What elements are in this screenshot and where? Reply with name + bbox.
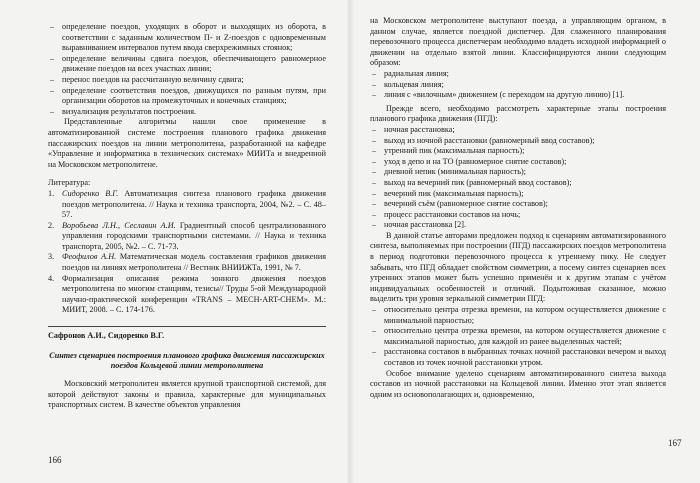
page-number-right: 167: [668, 438, 682, 448]
intro-paragraph: на Московском метрополитене выступают поезда, а управляющим органом, в данном случае, является поездной диспетчер. Для слаженного планирования перевозочного процесса диспетчерам необходимо владеть исходной информацией о движении на отдельно взятой линии. Классифицируются линии следующим образом:: [370, 16, 666, 68]
list-item: – относительно центра отрезка времени, на котором осуществляется движение с минимальной парностью;: [370, 305, 666, 326]
reference-item: [48, 274, 326, 316]
algorithm-steps-list: [48, 22, 326, 117]
list-item: – ночная расстановка;: [370, 125, 666, 136]
reference-text: Автоматизация синтеза планового графика движения поездов метрополитена. // Наука и техника транспорта, 2004, №2. – С. 48–57.: [62, 188, 326, 220]
list-item: – утренний пик (максимальная парность);: [370, 146, 666, 157]
list-item: – определение величины сдвига поездов, обеспечивающего равномерное движение поездов на всех участках линии;: [48, 54, 326, 75]
reference-number: 4.: [48, 273, 55, 283]
references-title: Литература:: [48, 178, 91, 188]
list-item: – визуализация результатов построения.: [48, 107, 326, 118]
list-item: – определение соответствия поездов, движущихся по разным путям, при организации оборотов на промежуточных и конечных станциях;: [48, 86, 326, 107]
list-item: – относительно центра отрезка времени, на котором осуществляется движение с максимальной парностью, для каждой из ранее выделенных частей;: [370, 326, 666, 347]
reference-number: 3.: [48, 252, 55, 262]
conclusion-paragraph: Представленные алгоритмы нашли свое применение в автоматизированной системе построения планового графика движения пассажирских поездов на линии метрополитена, разработанной на кафедре «Управление и информатика в технических системах» МИИТа и внедренной на Московском метрополитене.: [48, 117, 326, 169]
symmetry-levels-list: [370, 305, 666, 369]
list-item: – выход на вечерний пик (равномерный ввод составов);: [370, 178, 666, 189]
right-page: [350, 0, 700, 483]
page-number-left: 166: [48, 455, 62, 465]
focus-paragraph: Особое внимание уделено сценариям автоматизированного синтеза выхода составов из ночной расстановки на Кольцевой линии. Именно этот этап является одним из основополагающих и, одновременно,: [370, 368, 666, 399]
list-item: – перенос поездов на рассчитанную величину сдвига;: [48, 75, 326, 86]
reference-author: Феофилов А.Н.: [62, 252, 117, 262]
reference-item: [48, 189, 326, 221]
reference-item: [48, 221, 326, 253]
reference-text: Математическая модель составления графиков движения поездов на линиях метрополитена // Вестник ВНИИЖТа, 1991, № 7.: [62, 252, 327, 273]
list-item: – дневной непик (минимальная парность);: [370, 167, 666, 178]
reference-number: 1.: [48, 188, 55, 198]
reference-text: Градиентный способ централизованного управления городскими транспортными системами. // Наука и техника транспорта, 2005, №2. – С. 71-73.: [62, 220, 326, 251]
reference-author: Сидоренко В.Г.: [62, 188, 119, 198]
list-item: – расстановка составов в выбранных точках ночной расстановки вечером и выход составов из точек ночной расстановки утром.: [370, 347, 666, 368]
list-item: – определение поездов, уходящих в оборот и выходящих из оборота, в соответствии с заданным количеством П- и Z-поездов с одновременным выравниванием интервалов путем ввода сверхрежимных стоянок;: [48, 22, 326, 54]
reference-number: 2.: [48, 220, 55, 230]
left-column: [48, 22, 326, 411]
schedule-stages-list: [370, 125, 666, 231]
list-item: – радиальная линия;: [370, 69, 666, 80]
reference-item: [48, 252, 326, 273]
stages-intro: Прежде всего, необходимо рассмотреть характерные этапы построения планового графика движения (ПГД):: [370, 103, 666, 124]
list-item: – выход из ночной расстановки (равномерный ввод составов);: [370, 136, 666, 147]
list-item: – вечерний пик (максимальная парность);: [370, 189, 666, 200]
reference-text: Формализация описания режима зонного движения поездов метрополитена по многим станциям, тезисы// Труды 5-ой Международной научно-практической конференции «TRANS – MECH-ART-CHEM». М.: МИИТ, 2008. – С. 174-176.: [62, 273, 326, 315]
article-title: Синтез сценариев построения планового графика движения пассажирских поездов Кольцевой линии метрополитена: [49, 350, 325, 370]
list-item: – уход в депо и на ТО (равномерное снятие составов);: [370, 157, 666, 168]
approach-paragraph: В данной статье авторами предложен подход к сценариям автоматизированного синтеза, выполняемых при построении (ПГД) пассажирских поездов метрополитена в период подготовки перевозочного процесса к утреннему пику. Не следует забывать, что ПГД обладает свойством симметрии, а посему синтез сценариев всех утренних этапов может быть успешно применён и к другим этапам с учётом индивидуальных особенностей и отличий. Подытоживая сказанное, можно выделить три уровня зеркальной симметрии ПГД:: [370, 230, 666, 304]
references-list: [48, 189, 326, 316]
list-item: – процесс расстановки составов на ночь;: [370, 210, 666, 221]
list-item: – ночная расстановка [2].: [370, 220, 666, 231]
article-body-start: Московский метрополитен является крупной транспортной системой, для которой действуют законы и правила, характерные для муниципальных транспортных систем. В качестве объектов управления: [48, 379, 326, 410]
right-column: [370, 16, 666, 400]
list-item: – кольцевая линия;: [370, 80, 666, 91]
article-authors: Сафронов А.И., Сидоренко В.Г.: [48, 326, 326, 342]
list-item: – линия с «вилочным» движением (с переходом на другую линию) [1].: [370, 90, 666, 101]
list-item: – вечерний съём (равномерное снятие составов);: [370, 199, 666, 210]
line-types-list: [370, 69, 666, 101]
reference-author: Воробьева Л.Н., Сеславин А.И.: [62, 220, 176, 230]
